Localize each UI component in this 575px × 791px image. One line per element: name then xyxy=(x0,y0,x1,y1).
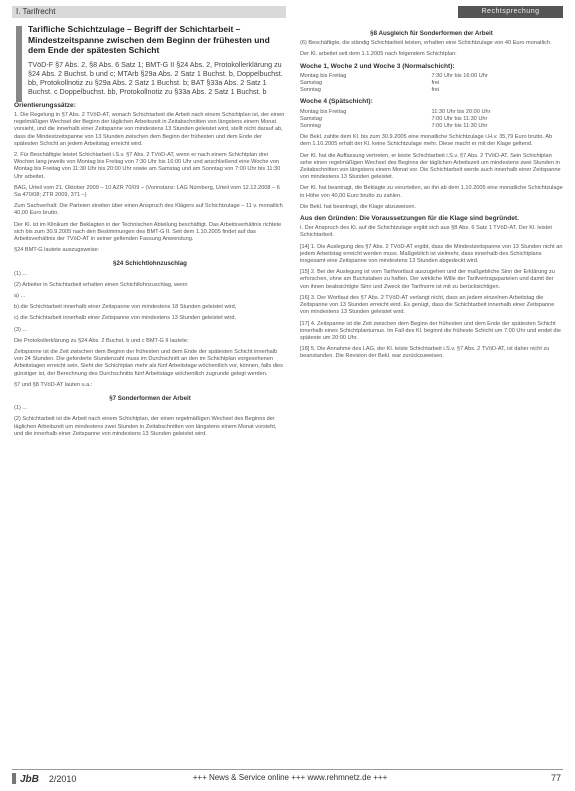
table-row xyxy=(300,73,563,80)
table-row xyxy=(300,123,563,130)
category-label: Rechtsprechung xyxy=(458,6,563,18)
guide-paragraph: 2. Für Beschäftigte leistet Schichtarbeit i.S.v. §7 Abs. 2 TVöD-AT, wenn er nach einem Schichtplan drei Wochen lang jeweils von Montag bis Freitag von 7:30 Uhr bis 16:00 Uhr und anschließend eine Woche von Montag bis Freitag von 11:30 Uhr bis 20:00 Uhr sowie am Samstag und am Sonntag von 7:00 Uhr bis 11:30 Uhr arbeitet. xyxy=(14,152,281,180)
table-cell: 11:30 Uhr bis 20:00 Uhr xyxy=(431,108,491,115)
section-text: a) ... xyxy=(14,293,26,300)
body-paragraph: Der Kl. hat beantragt, die Beklagte zu verurteilen, an ihn ab dem 1.10.2005 eine monatliche Schichtzulage in Höhe von 40,00 Euro brutto zu zahlen. xyxy=(300,185,563,199)
week-heading: Woche 4 (Spätschicht): xyxy=(300,98,373,106)
table-cell: frei xyxy=(431,80,440,87)
section8-text: (6) Beschäftigte, die ständig Schichtarbeit leisten, erhalten eine Schichtzulage von 40 Euro monatlich. xyxy=(300,40,552,47)
reasons-paragraph: [16] 3. Der Wortlaut des §7 Abs. 2 TVöD-AT verlangt nicht, dass an jedem einzelnen Arbeitstag die Zeitspanne von 13 Stunden erreicht wird. Es genügt, dass die Schichtarbeit innerhalb einer Zeitspanne von mindestens 13 Stunden geleistet wird. xyxy=(300,294,555,316)
table-row xyxy=(300,80,563,87)
table-cell: 7:30 Uhr bis 16:00 Uhr xyxy=(431,72,488,79)
footer-divider xyxy=(12,769,563,770)
protocol-end: §7 und §8 TVöD-AT lauten u.a.: xyxy=(14,381,93,388)
headline-marker xyxy=(16,26,22,102)
reasons-paragraph: [14] 1. Die Auslegung des §7 Abs. 2 TVöD-AT ergibt, dass die Mindestzeitspanne von 13 Stunden nicht an jedem Arbeitstag erreicht werden muss. Maßgeblich ist vielmehr, dass innerhalb des Schichtplans insgesamt eine Zeitspanne von mindestens 13 Stunden abgedeckt wird. xyxy=(300,243,563,265)
week-heading: Woche 1, Woche 2 und Woche 3 (Normalschicht): xyxy=(300,62,455,70)
table-row xyxy=(300,109,563,116)
section7-text: (1) ... xyxy=(14,405,28,412)
left-column xyxy=(14,24,286,442)
footer-website[interactable]: +++ News & Service online +++ www.rehmnetz.de +++ xyxy=(192,773,388,782)
guide-paragraph: 1. Die Regelung in §7 Abs. 2 TVöD-AT, wonach Schichtarbeit die Arbeit nach einem Schichtplan ist, der einen regelmäßigen Wechsel der Beginn der täglichen Arbeitszeit in Zeitabschnitten von längstens einem Monat vorsieht, und die innerhalb einer Zeitspanne von mindestens 13 Stunden geleistet wird, stellt nicht darauf ab, dass die Mindestzeitspanne von 13 Stunden zwischen dem Beginn der frühesten und dem Ende der spätesten Schicht an jedem Arbeitstag erreicht wird. xyxy=(14,111,285,147)
journal-logo-mark xyxy=(12,773,16,784)
table-cell: Montag bis Freitag xyxy=(300,72,347,79)
reasons-paragraph: [17] 4. Zeitspanne ist die Zeit zwischen dem Beginn der frühesten und dem Ende der spätesten Schicht innerhalb eines Schichtplanturnus. Im Fall des Kl. beginnt die früheste Schicht um 7:00 Uhr und endet die späteste um 20:00 Uhr. xyxy=(300,320,561,341)
protocol-intro: Die Protokollerklärung zu §24 Abs. 2 Buchst. b und c BMT-G II lautete: xyxy=(14,337,189,344)
table-cell: Samstag xyxy=(300,80,323,87)
table-cell: Sonntag xyxy=(300,87,321,94)
facts-intro: Zum Sachverhalt: Die Parteien streiten über einen Anspruch des Klägers auf Schichtzulage – 11 v. monatlich 40,00 Euro brutto. xyxy=(14,203,283,217)
right-column xyxy=(300,24,563,365)
reasons-paragraph: [18] 5. Die Annahme des LAG, der Kl. leiste Schichtarbeit i.S.v. §7 Abs. 2 TVöD-AT, ist daher nicht zu beanstanden. Die Revision der Bekl. war zurückzuweisen. xyxy=(300,346,550,360)
table-cell: Sonntag xyxy=(300,123,321,130)
issue-number: 2/2010 xyxy=(48,774,77,784)
section-text: (3) ... xyxy=(14,326,28,333)
facts-paragraph: Der Kl. ist im Klinikum der Beklagten in der Technischen Abteilung beschäftigt. Das Arbeitsverhältnis richtete sich bis zum 30.9.2005 nach den Bestimmungen des BMT-G II. Seit dem 1.10.2005 findet auf das Arbeitsverhältnis der TVöD-AT in seiner geltenden Fassung Anwendung. xyxy=(14,221,282,243)
page-number: 77 xyxy=(550,773,561,783)
citations: TVöD-F §7 Abs. 2, §8 Abs. 6 Satz 1; BMT-G II §24 Abs. 2, Protokollerklärung zu §24 Abs. 2 Buchst. b und c; MTArb §29a Abs. 2 Satz 1 Buchst. b, Doppelbuchst. bb, Protokollnotiz zu §29a Abs. 2 Satz 1 Buchst. b; BAT §33a Abs. 2 Satz 1 Buchst. c Doppelbuchst. bb, Protokollnotiz zu §33a Abs. 2 Satz 1 Buchst. b xyxy=(28,59,283,96)
headline-block xyxy=(14,24,286,96)
table-cell: Samstag xyxy=(300,115,323,122)
reasons-heading: Aus den Gründen: Die Voraussetzungen für die Klage sind begründet. xyxy=(300,215,519,223)
table-cell: 7:00 Uhr bis 11:30 Uhr xyxy=(431,115,488,122)
section-label: I. Tarifrecht xyxy=(12,6,286,18)
table-cell: Montag bis Freitag xyxy=(300,108,347,115)
section8-text: Der Kl. arbeitet seit dem 1.1.2005 nach folgendem Schichtplan: xyxy=(300,51,457,58)
protocol-text: Zeitspanne ist die Zeit zwischen dem Beginn der frühesten und dem Ende der spätesten Schicht innerhalb von 24 Stunden. Die geforderte Stundenzahl muss im Durchschnitt an den im Schichtplan vorgesehenen Arbeitstagen erreicht sein. Sieht der Schichtplan mehr als fünf Arbeitstage wöchentlich vor, können, falls dies günstiger ist, der Berechnung des Durchschnitts fünf Arbeitstage wöchentlich zugrunde gelegt werden. xyxy=(14,349,283,377)
shift-table-normal xyxy=(300,73,563,95)
section-text: c) die Schichtarbeit innerhalb einer Zeitspanne von mindestens 13 Stunden geleistet wird. xyxy=(14,315,237,322)
section7-text: (2) Schichtarbeit ist die Arbeit nach einem Schichtplan, der einen regelmäßigen Wechsel des Beginns der täglichen Arbeitszeit um mindestens zwei Stunden in Zeitabschnitten von längstens einem Monat vorsieht, und die innerhalb einer Zeitspanne von mindestens 13 Stunden geleistet wird. xyxy=(14,416,277,437)
shift-table-late xyxy=(300,109,563,131)
section-text: (2) Arbeiter in Schichtarbeit erhalten einen Schichtlohnzuschlag, wenn xyxy=(14,281,188,288)
body-paragraph: Die Bekl. hat beantragt, die Klage abzuweisen. xyxy=(300,203,416,210)
table-cell: 7:00 Uhr bis 11:30 Uhr xyxy=(431,123,488,130)
section-text: b) die Schichtarbeit innerhalb einer Zeitspanne von mindestens 18 Stunden geleistet wird, xyxy=(14,304,237,311)
body-paragraph: Die Bekl. zahlte dem Kl. bis zum 30.9.2005 eine monatliche Schichtzulage i.H.v. 35,79 Euro brutto. Ab dem 1.10.2005 erhält der Kl. keine Schichtzulage mehr. Diese macht er mit der Klage geltend. xyxy=(300,134,553,148)
section-text: (1) ... xyxy=(14,270,28,277)
reasons-paragraph: [15] 2. Bei der Auslegung ist vom Tarifwortlaut auszugehen und der maßgebliche Sinn der Erklärung zu erforschen, ohne am Buchstaben zu haften. Der wirkliche Wille der Tarifvertragsparteien und damit der von ihnen beabsichtigte Sinn und Zweck der Tarifnorm ist mit zu berücksichtigen. xyxy=(300,269,555,290)
section7-title: §7 Sonderformen der Arbeit xyxy=(109,395,191,403)
court-reference: BAG, Urteil vom 21. Oktober 2009 – 10 AZR 70/09 – (Vorinstanz: LAG Nürnberg, Urteil vom 12.12.2008 – 6 Sa 470/08; ZTR 2009, 371 –) xyxy=(14,184,280,199)
journal-logo: JbB xyxy=(20,774,39,785)
guide-heading: Orientierungssätze: xyxy=(14,101,76,109)
body-paragraph: Der Kl. hat die Auffassung vertreten, er leiste Schichtarbeit i.S.v. §7 Abs. 2 TVöD-AT. Sein Schichtplan sehe einen regelmäßigen Wechsel des Beginns der täglichen Arbeitszeit um mindestens zwei Stunden in Zeitabschnitten von längstens einem Monat vor. Die Schichtarbeit werde auch innerhalb einer Zeitspanne von mindestens 13 Stunden geleistet. xyxy=(300,152,561,181)
table-row xyxy=(300,87,563,94)
table-cell: frei xyxy=(431,87,440,94)
table-row xyxy=(300,116,563,123)
section-title: §24 Schichtlohnzuschlag xyxy=(113,260,187,268)
section8-title: §8 Ausgleich für Sonderformen der Arbeit xyxy=(370,30,493,37)
footer-journal xyxy=(12,773,76,785)
headline: Tarifliche Schichtzulage – Begriff der Schichtarbeit – Mindestzeitspanne zwischen dem Beginn der frühesten und dem Ende der spätesten Schicht xyxy=(28,24,270,56)
reasons-paragraph: I. Der Anspruch des Kl. auf die Schichtzulage ergibt sich aus §8 Abs. 6 Satz 1 TVöD-AT. Der Kl. leistet Schichtarbeit. xyxy=(300,225,552,239)
facts-paragraph: §24 BMT-G lautete auszugsweise: xyxy=(14,247,100,254)
